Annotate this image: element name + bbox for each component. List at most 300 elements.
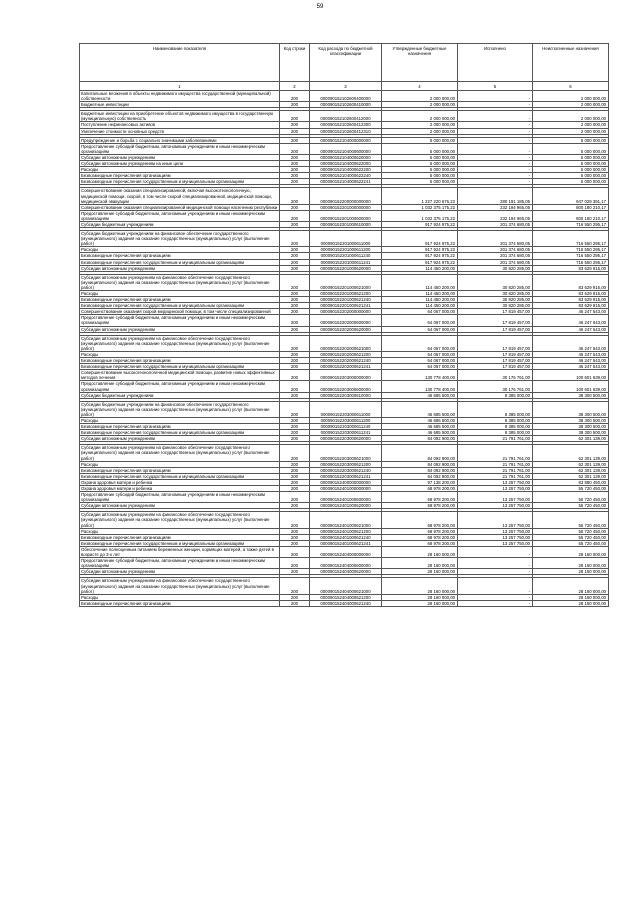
row-budget-code: 000090152102600400000 (310, 91, 382, 102)
row-unexecuted: 28 160 000,00 (533, 558, 609, 569)
header-line-code: Код строки (280, 44, 310, 82)
row-budget-code: 000090152104000620000 (310, 154, 382, 160)
row-line-code: 200 (280, 253, 310, 259)
row-approved: 917 924 975,22 (382, 259, 458, 265)
row-budget-code: 000090152401000620000 (310, 503, 382, 509)
table-row (80, 578, 609, 594)
row-executed: 17 819 457,00 (458, 335, 533, 351)
table-row (80, 274, 609, 290)
row-executed: 13 257 750,00 (458, 512, 533, 528)
row-approved: 64 067 000,00 (382, 364, 458, 370)
row-line-code: 200 (280, 358, 310, 364)
row-name: Безвозмездные перечисления организациям (80, 467, 280, 473)
row-budget-code: 000090152401000621200 (310, 528, 382, 534)
row-line-code: 200 (280, 558, 310, 569)
table-row (80, 111, 609, 122)
row-unexecuted: 5 000 000,00 (533, 137, 609, 143)
row-line-code: 200 (280, 173, 310, 179)
row-budget-code: 000090152201000611000 (310, 231, 382, 247)
row-approved: 114 450 200,00 (382, 297, 458, 303)
row-name: Субсидии автономным учреждениям (80, 326, 280, 332)
row-budget-code: 000090152404000621240 (310, 600, 382, 606)
row-line-code: 200 (280, 370, 310, 381)
row-approved: 46 685 500,00 (382, 392, 458, 398)
row-approved: 64 067 000,00 (382, 309, 458, 315)
row-unexecuted: 38 300 500,00 (533, 424, 609, 430)
row-budget-code: 000090152202000621240 (310, 358, 382, 364)
table-row (80, 558, 609, 569)
row-executed: 8 385 000,00 (458, 430, 533, 436)
row-line-code: 200 (280, 503, 310, 509)
row-name: Безвозмездные перечисления организациям (80, 424, 280, 430)
row-approved: 5 000 000,00 (382, 154, 458, 160)
row-line-code: 200 (280, 351, 310, 357)
row-name: Субсидии автономным учреждениям на финансовое обеспечение государственного (муниципального) задания на оказание государственных (муниципальных) услуг (выполнение работ) (80, 335, 280, 351)
row-approved: 84 092 900,00 (382, 473, 458, 479)
row-approved: 917 924 975,22 (382, 253, 458, 259)
row-line-code: 200 (280, 128, 310, 134)
row-line-code: 200 (280, 231, 310, 247)
table-row (80, 128, 609, 134)
row-name: Совершенствование оказания специализированной, включая высокотехнологичную, медицинской помощи, скорой, в том числе скорой специализированной, медицинской помощи, медицинской эвакуации (80, 188, 280, 204)
row-budget-code: 000090152203000611000 (310, 401, 382, 417)
row-budget-code: 000090152202000621000 (310, 335, 382, 351)
row-budget-code: 000090152102600412300 (310, 122, 382, 128)
row-line-code: 200 (280, 600, 310, 606)
row-executed: 21 791 761,00 (458, 445, 533, 461)
row-approved: 64 067 000,00 (382, 358, 458, 364)
row-line-code: 200 (280, 265, 310, 271)
row-approved: 64 067 000,00 (382, 351, 458, 357)
row-budget-code: 000090152203000620000 (310, 436, 382, 442)
row-approved: 68 978 200,00 (382, 534, 458, 540)
row-budget-code: 000090152203000611240 (310, 424, 382, 430)
row-line-code: 200 (280, 479, 310, 485)
row-line-code: 200 (280, 210, 310, 221)
row-name: Субсидии автономным учреждениям на финансовое обеспечение государственного (муниципального) задания на оказание государственных (муниципальных) услуг (выполнение работ) (80, 512, 280, 528)
row-executed: 13 257 750,00 (458, 503, 533, 509)
row-unexecuted: 5 000 000,00 (533, 161, 609, 167)
row-executed: 17 819 457,00 (458, 326, 533, 332)
row-unexecuted: 5 000 000,00 (533, 179, 609, 185)
row-approved: 46 685 500,00 (382, 430, 458, 436)
row-unexecuted: 100 601 639,00 (533, 381, 609, 392)
row-unexecuted: 83 629 915,00 (533, 265, 609, 271)
row-unexecuted: 100 601 639,00 (533, 370, 609, 381)
table-row (80, 534, 609, 540)
row-name: Расходы (80, 247, 280, 253)
table-row (80, 358, 609, 364)
row-budget-code: 000090152201000611240 (310, 253, 382, 259)
row-line-code: 200 (280, 259, 310, 265)
row-executed: 201 374 680,05 (458, 253, 533, 259)
row-name: Субсидии автономным учреждениям (80, 503, 280, 509)
row-approved: 28 160 000,00 (382, 558, 458, 569)
row-executed: 30 820 285,00 (458, 297, 533, 303)
row-unexecuted: 2 000 000,00 (533, 102, 609, 108)
row-executed: - (458, 122, 533, 128)
table-row (80, 179, 609, 185)
row-executed: 201 374 680,05 (458, 247, 533, 253)
row-budget-code: 000090152400000000000 (310, 479, 382, 485)
row-unexecuted: 83 629 915,00 (533, 291, 609, 297)
table-row (80, 303, 609, 309)
row-name: Безвозмездные перечисления организациям (80, 600, 280, 606)
row-approved: 84 092 900,00 (382, 467, 458, 473)
row-name: Расходы (80, 594, 280, 600)
row-line-code: 200 (280, 247, 310, 253)
row-line-code: 200 (280, 122, 310, 128)
column-number: 2 (280, 82, 310, 91)
row-name: Расходы (80, 167, 280, 173)
row-budget-code: 000090152201000611241 (310, 259, 382, 265)
row-executed: - (458, 154, 533, 160)
row-budget-code: 000090152401000000000 (310, 486, 382, 492)
row-name: Субсидии автономным учреждениям на финансовое обеспечение государственного (муниципального) задания на оказание государственных (муниципальных) услуг (выполнение работ) (80, 578, 280, 594)
row-approved: 917 924 975,22 (382, 221, 458, 227)
table-row (80, 315, 609, 326)
row-unexecuted: 38 300 500,00 (533, 430, 609, 436)
row-name: Предоставление субсидий бюджетным, автономным учреждениям и иным некоммерческим организациям (80, 143, 280, 154)
row-line-code: 200 (280, 188, 310, 204)
row-executed: 13 257 750,00 (458, 528, 533, 534)
table-row (80, 546, 609, 557)
row-unexecuted: 5 000 000,00 (533, 143, 609, 154)
table-row (80, 91, 609, 102)
row-budget-code: 000090152401000621241 (310, 540, 382, 546)
row-executed: - (458, 137, 533, 143)
row-budget-code: 000090152404000600000 (310, 558, 382, 569)
row-unexecuted: 46 247 543,00 (533, 358, 609, 364)
row-unexecuted: 62 301 139,00 (533, 461, 609, 467)
row-budget-code: 000090152201000000000 (310, 204, 382, 210)
row-budget-code: 000090152203000611241 (310, 430, 382, 436)
row-name: Субсидии автономным учреждениям на иные цели (80, 161, 280, 167)
row-approved: 68 978 200,00 (382, 486, 458, 492)
row-budget-code: 000090152201000621241 (310, 303, 382, 309)
row-approved: 64 067 000,00 (382, 315, 458, 326)
row-executed: 21 791 761,00 (458, 467, 533, 473)
row-approved: 2 000 000,00 (382, 111, 458, 122)
row-name: Субсидии автономным учреждениям на финансовое обеспечение государственного (муниципального) задания на оказание государственных (муниципальных) услуг (выполнение работ) (80, 274, 280, 290)
table-row (80, 370, 609, 381)
row-budget-code: 000090152201000611200 (310, 247, 382, 253)
row-name: Субсидии автономным учреждениям (80, 265, 280, 271)
row-line-code: 200 (280, 492, 310, 503)
row-unexecuted: 28 160 000,00 (533, 569, 609, 575)
row-name: Субсидии автономным учреждениям (80, 154, 280, 160)
row-name: Субсидии автономным учреждениям (80, 569, 280, 575)
row-line-code: 200 (280, 401, 310, 417)
header-approved: Утвержденные бюджетные назначения (382, 44, 458, 82)
column-number-row (80, 82, 609, 91)
column-number: 5 (458, 82, 533, 91)
row-budget-code: 000090152404000621000 (310, 578, 382, 594)
row-executed: - (458, 578, 533, 594)
row-executed: 13 257 750,00 (458, 492, 533, 503)
row-unexecuted: 38 300 500,00 (533, 392, 609, 398)
row-executed: 30 820 285,00 (458, 291, 533, 297)
row-line-code: 200 (280, 430, 310, 436)
row-approved: 114 450 200,00 (382, 265, 458, 271)
table-row (80, 445, 609, 461)
row-unexecuted: 716 550 295,17 (533, 231, 609, 247)
table-row (80, 188, 609, 204)
row-line-code: 200 (280, 578, 310, 594)
row-name: Расходы (80, 461, 280, 467)
row-unexecuted: 28 160 000,00 (533, 594, 609, 600)
row-executed: - (458, 179, 533, 185)
row-budget-code: 000090152201000621000 (310, 274, 382, 290)
row-name: Бюджетные инвестиции на приобретение объектов недвижимого имущества в государственную (муниципальную) собственность (80, 111, 280, 122)
row-approved: 97 138 200,00 (382, 479, 458, 485)
row-name: Расходы (80, 528, 280, 534)
row-name: Безвозмездные перечисления организациям (80, 358, 280, 364)
row-executed: - (458, 569, 533, 575)
row-unexecuted: 2 000 000,00 (533, 122, 609, 128)
column-number: 1 (80, 82, 280, 91)
row-budget-code: 000090152104000600000 (310, 143, 382, 154)
row-approved: 64 067 000,00 (382, 335, 458, 351)
row-executed: 201 374 680,05 (458, 231, 533, 247)
table-row (80, 173, 609, 179)
row-approved: 1 032 375 175,22 (382, 204, 458, 210)
table-row (80, 600, 609, 606)
row-budget-code: 000090152202000620000 (310, 326, 382, 332)
row-line-code: 200 (280, 143, 310, 154)
row-executed: 30 176 761,00 (458, 370, 533, 381)
row-name: Безвозмездные перечисления государственным и муниципальным организациям (80, 179, 280, 185)
row-name: Безвозмездные перечисления организациям (80, 534, 280, 540)
row-approved: 68 978 200,00 (382, 503, 458, 509)
row-name: Субсидии бюджетным учреждениям на финансовое обеспечение государственного (муниципального) задания на оказание государственных (муниципальных) услуг (выполнение работ) (80, 401, 280, 417)
table-row (80, 253, 609, 259)
row-budget-code: 000090152104000622241 (310, 179, 382, 185)
row-approved: 84 092 900,00 (382, 461, 458, 467)
row-approved: 64 067 000,00 (382, 326, 458, 332)
row-name: Совершенствование оказания скорой медицинской помощи, в том числе специализированной (80, 309, 280, 315)
row-unexecuted: 55 720 450,00 (533, 492, 609, 503)
row-unexecuted: 46 247 543,00 (533, 364, 609, 370)
row-executed: - (458, 91, 533, 102)
row-line-code: 200 (280, 534, 310, 540)
row-unexecuted: 800 180 210,17 (533, 210, 609, 221)
row-unexecuted: 55 720 450,00 (533, 512, 609, 528)
row-name: Предоставление субсидий бюджетным, автономным учреждениям и иным некоммерческим организациям (80, 558, 280, 569)
page-number: 59 (316, 4, 324, 10)
row-approved: 5 000 000,00 (382, 143, 458, 154)
row-line-code: 200 (280, 221, 310, 227)
row-unexecuted: 716 550 295,17 (533, 247, 609, 253)
row-executed: 13 257 750,00 (458, 486, 533, 492)
row-unexecuted: 46 247 543,00 (533, 309, 609, 315)
table-row (80, 401, 609, 417)
row-line-code: 200 (280, 461, 310, 467)
row-executed: - (458, 167, 533, 173)
table-row (80, 297, 609, 303)
table-row (80, 492, 609, 503)
row-approved: 917 924 975,22 (382, 247, 458, 253)
row-name: Бюджетные инвестиции (80, 102, 280, 108)
row-name: Безвозмездные перечисления государственным и муниципальным организациям (80, 540, 280, 546)
row-budget-code: 000090152201000610000 (310, 221, 382, 227)
column-number: 4 (382, 82, 458, 91)
table-row (80, 137, 609, 143)
row-line-code: 200 (280, 204, 310, 210)
row-approved: 130 778 400,00 (382, 370, 458, 381)
row-approved: 28 160 000,00 (382, 578, 458, 594)
row-budget-code: 000090152104000622000 (310, 161, 382, 167)
row-unexecuted: 55 720 450,00 (533, 503, 609, 509)
row-unexecuted: 28 160 000,00 (533, 600, 609, 606)
row-budget-code: 000090152102600412310 (310, 128, 382, 134)
row-unexecuted: 83 880 450,00 (533, 479, 609, 485)
row-executed: - (458, 546, 533, 557)
row-budget-code: 000090152104000622240 (310, 173, 382, 179)
row-approved: 1 227 220 676,22 (382, 188, 458, 204)
row-line-code: 200 (280, 309, 310, 315)
row-executed: - (458, 173, 533, 179)
row-name: Обеспечение полноценным питанием беременных женщин, кормящих матерей, а также детей в возрасте до 3-х лет (80, 546, 280, 557)
row-name: Поступление нефинансовых активов (80, 122, 280, 128)
row-executed: - (458, 558, 533, 569)
header-unexecuted: Неисполненные назначения (533, 44, 609, 82)
row-unexecuted: 55 720 450,00 (533, 528, 609, 534)
row-executed: - (458, 594, 533, 600)
row-budget-code: 000090152102600410000 (310, 102, 382, 108)
row-name: Совершенствование оказания специализированной медицинской помощи населению республики (80, 204, 280, 210)
row-unexecuted: 83 629 915,00 (533, 297, 609, 303)
row-executed: 30 820 285,00 (458, 303, 533, 309)
row-unexecuted: 55 720 450,00 (533, 540, 609, 546)
table-row (80, 512, 609, 528)
row-approved: 114 450 200,00 (382, 274, 458, 290)
row-name: Увеличение стоимости основных средств (80, 128, 280, 134)
row-line-code: 200 (280, 540, 310, 546)
row-name: Капитальные вложения в объекты недвижимого имущества государственной (муниципальной) собственности (80, 91, 280, 102)
table-row (80, 430, 609, 436)
row-budget-code: 000090152203000621240 (310, 467, 382, 473)
row-budget-code: 000090152201000621240 (310, 297, 382, 303)
row-budget-code: 000090152404000621200 (310, 594, 382, 600)
row-name: Безвозмездные перечисления государственным и муниципальным организациям (80, 259, 280, 265)
row-line-code: 200 (280, 569, 310, 575)
header-name: Наименование показателя (80, 44, 280, 82)
row-budget-code: 000090152404000620000 (310, 569, 382, 575)
row-line-code: 200 (280, 111, 310, 122)
row-line-code: 200 (280, 424, 310, 430)
row-name: Охрана здоровья матери и ребенка (80, 479, 280, 485)
row-approved: 130 778 400,00 (382, 381, 458, 392)
row-unexecuted: 947 029 391,17 (533, 188, 609, 204)
row-executed: 232 194 965,05 (458, 204, 533, 210)
row-approved: 5 000 000,00 (382, 161, 458, 167)
row-line-code: 200 (280, 392, 310, 398)
row-approved: 46 685 500,00 (382, 401, 458, 417)
row-unexecuted: 28 160 000,00 (533, 546, 609, 557)
row-executed: - (458, 600, 533, 606)
row-budget-code: 000090152404000000000 (310, 546, 382, 557)
row-approved: 1 032 375 175,22 (382, 210, 458, 221)
table-row (80, 309, 609, 315)
row-name: Безвозмездные перечисления организациям (80, 297, 280, 303)
row-approved: 114 450 200,00 (382, 291, 458, 297)
row-approved: 28 160 000,00 (382, 546, 458, 557)
header-budget-code: Код расхода по бюджетной классификации (310, 44, 382, 82)
row-budget-code: 000090152201000621200 (310, 291, 382, 297)
table-row (80, 473, 609, 479)
row-executed: 17 819 457,00 (458, 351, 533, 357)
row-line-code: 200 (280, 161, 310, 167)
row-line-code: 200 (280, 335, 310, 351)
row-budget-code: 000090152203000621200 (310, 461, 382, 467)
row-executed: - (458, 161, 533, 167)
row-approved: 68 978 200,00 (382, 540, 458, 546)
row-approved: 5 000 000,00 (382, 137, 458, 143)
row-name: Предоставление субсидий бюджетным, автономным учреждениям и иным некоммерческим организациям (80, 210, 280, 221)
table-row (80, 540, 609, 546)
table-row (80, 231, 609, 247)
row-line-code: 200 (280, 315, 310, 326)
table-row (80, 424, 609, 430)
row-executed: 201 374 680,05 (458, 259, 533, 265)
row-approved: 84 092 900,00 (382, 436, 458, 442)
row-executed: 13 257 750,00 (458, 479, 533, 485)
row-budget-code: 000090152104000000000 (310, 137, 382, 143)
table-row (80, 210, 609, 221)
row-name: Субсидии бюджетным учреждениям (80, 392, 280, 398)
row-unexecuted: 55 720 450,00 (533, 486, 609, 492)
row-executed: 30 820 285,00 (458, 265, 533, 271)
row-unexecuted: 62 301 139,00 (533, 436, 609, 442)
row-executed: - (458, 102, 533, 108)
row-name: Расходы (80, 351, 280, 357)
row-line-code: 200 (280, 137, 310, 143)
row-unexecuted: 2 000 000,00 (533, 91, 609, 102)
row-budget-code: 000090152203000610000 (310, 392, 382, 398)
row-budget-code: 000090152202000000000 (310, 309, 382, 315)
row-unexecuted: 46 247 543,00 (533, 335, 609, 351)
row-executed: 232 194 965,05 (458, 210, 533, 221)
row-unexecuted: 62 301 139,00 (533, 445, 609, 461)
row-line-code: 200 (280, 546, 310, 557)
row-name: Субсидии автономным учреждениям (80, 436, 280, 442)
row-approved: 5 000 000,00 (382, 179, 458, 185)
row-name: Предупреждение и борьба с социально значимыми заболеваниями (80, 137, 280, 143)
row-approved: 84 092 900,00 (382, 445, 458, 461)
table-row (80, 143, 609, 154)
row-unexecuted: 2 000 000,00 (533, 128, 609, 134)
row-name: Расходы (80, 291, 280, 297)
row-unexecuted: 800 180 210,17 (533, 204, 609, 210)
row-executed: 17 819 457,00 (458, 309, 533, 315)
row-name: Субсидии бюджетным учреждениям (80, 221, 280, 227)
row-unexecuted: 5 000 000,00 (533, 154, 609, 160)
column-number: 3 (310, 82, 382, 91)
row-line-code: 200 (280, 594, 310, 600)
row-approved: 46 685 500,00 (382, 424, 458, 430)
row-unexecuted: 38 300 500,00 (533, 401, 609, 417)
row-unexecuted: 83 629 915,00 (533, 303, 609, 309)
row-line-code: 200 (280, 154, 310, 160)
row-approved: 2 000 000,00 (382, 122, 458, 128)
row-budget-code: 000090152401000621240 (310, 534, 382, 540)
row-name: Субсидии бюджетным учреждениям на финансовое обеспечение государственного (муниципального) задания на оказание государственных (муниципальных) услуг (выполнение работ) (80, 231, 280, 247)
row-executed: - (458, 143, 533, 154)
row-line-code: 200 (280, 102, 310, 108)
row-line-code: 200 (280, 445, 310, 461)
row-unexecuted: 62 301 139,00 (533, 467, 609, 473)
